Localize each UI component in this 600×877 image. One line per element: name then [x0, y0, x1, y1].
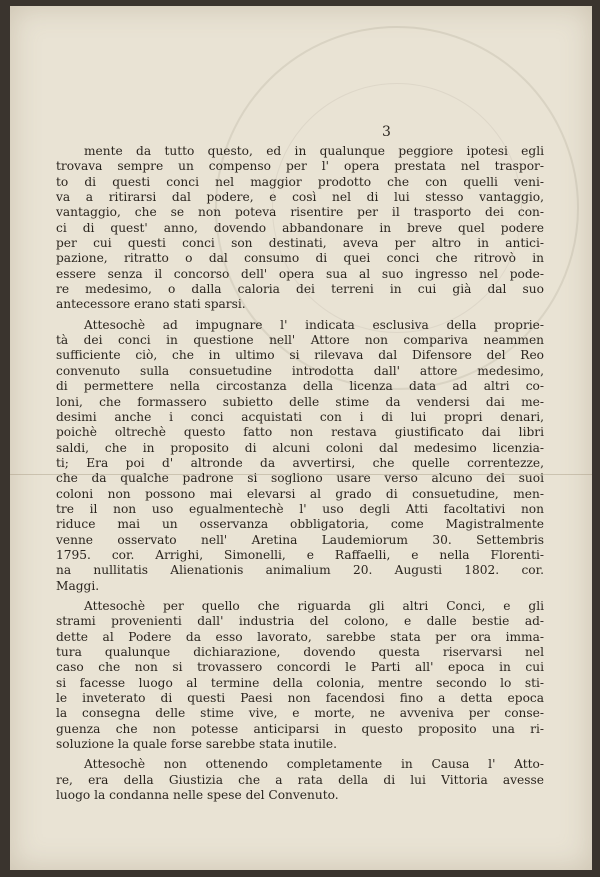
text-line: dette al Podere da esso lavorato, sarebbe stata per ora imma-: [56, 629, 544, 644]
text-line: Attesochè ad impugnare l' indicata esclusiva della proprie-: [84, 317, 544, 332]
text-line: tura qualunque dichiarazione, dovendo questa riservarsi nel: [56, 645, 544, 659]
text-line: 1795. cor. Arrighi, Simonelli, e Raffaelli, e nella Florenti-: [56, 547, 544, 562]
text-line: strami provenienti dall' industria del colono, e dalle bestie ad-: [56, 614, 544, 629]
text-line: vantaggio, che se non poteva risentire per il trasporto dei con-: [56, 205, 544, 220]
text-line: essere senza il concorso dell' opera sua al suo ingresso nel pode-: [56, 266, 544, 281]
text-line: le inveterato di questi Paesi non facendosi fino a detta epoca: [56, 691, 544, 706]
text-line: tre il non uso egualmentechè l' uso degli Atti facoltativi non: [56, 501, 544, 516]
text-line: ci di quest' anno, dovendo abbandonare in breve quel podere: [56, 220, 544, 235]
text-line: trovava sempre un compenso per l' opera prestata nel traspor-: [56, 159, 544, 174]
text-line: soluzione la quale forse sarebbe stata inutile.: [56, 737, 337, 752]
text-line: sufficiente ciò, che in ultimo si rilevava dal Difensore del Reo: [56, 348, 544, 363]
text-line: si facesse luogo al termine della colonia, mentre secondo lo sti-: [56, 675, 544, 690]
document-body: [56, 144, 544, 808]
text-line: loni, che formassero subietto delle stime da vendersi dai me-: [56, 394, 544, 409]
text-line: per cui questi conci son destinati, aveva per altro in antici-: [56, 236, 544, 251]
text-line: poichè oltrechè questo fatto non restava giustificato dai libri: [56, 425, 544, 440]
text-line: desimi anche i conci acquistati con i di lui propri denari,: [56, 409, 544, 424]
text-line: ti; Era poi d' altronde da avvertirsi, che quelle correntezze,: [56, 455, 544, 470]
text-line: tà dei conci in questione nell' Attore non compariva neammen: [56, 333, 544, 348]
text-line: to di questi conci nel maggior prodotto che con quelli veni-: [56, 174, 544, 189]
text-line: riduce mai un osservanza obbligatoria, come Magistralmente: [56, 517, 544, 532]
paragraph: [56, 599, 544, 752]
paragraph: [56, 757, 544, 803]
document-page: [10, 6, 592, 870]
text-line: mente da tutto questo, ed in qualunque peggiore ipotesi egli: [84, 144, 544, 158]
paragraph: [56, 318, 544, 594]
text-line: luogo la condanna nelle spese del Convenuto.: [56, 788, 339, 803]
text-line: na nullitatis Alienationis animalium 20. Augusti 1802. cor.: [56, 563, 544, 578]
text-line: caso che non si trovassero concordi le Parti all' epoca in cui: [56, 660, 544, 675]
text-line: Maggi.: [56, 578, 100, 593]
text-line: re medesimo, o dalla caloria dei terreni in cui già dal suo: [56, 282, 544, 297]
text-line: la consegna delle stime vive, e morte, ne avveniva per conse-: [56, 706, 544, 721]
text-line: va a ritirarsi dal podere, e così nel di lui stesso vantaggio,: [56, 190, 544, 205]
text-line: guenza che non potesse anticiparsi in questo proposito una ri-: [56, 721, 544, 736]
paragraph: [56, 144, 544, 313]
text-line: saldi, che in proposito di alcuni coloni dal medesimo licenzia-: [56, 440, 544, 455]
text-line: convenuto sulla consuetudine introdotta dall' attore medesimo,: [56, 363, 544, 378]
text-line: venne osservato nell' Aretina Laudemiorum 30. Settembris: [56, 532, 544, 547]
text-line: che da qualche padrone si sogliono usare verso alcuno dei suoi: [56, 471, 544, 486]
text-line: pazione, ritratto o dal consumo di quei conci che ritrovò in: [56, 251, 544, 266]
page-number: 3: [382, 124, 391, 140]
text-line: re, era della Giustizia che a rata della di lui Vittoria avesse: [56, 772, 544, 787]
text-line: coloni non possono mai elevarsi al grado di consuetudine, men-: [56, 486, 544, 501]
text-line: Attesochè per quello che riguarda gli altri Conci, e gli: [84, 598, 544, 613]
text-line: antecessore erano stati sparsi.: [56, 297, 246, 312]
text-line: di permettere nella circostanza della licenza data ad altri co-: [56, 379, 544, 394]
text-line: Attesochè non ottenendo completamente in Causa l' Atto-: [84, 757, 544, 772]
